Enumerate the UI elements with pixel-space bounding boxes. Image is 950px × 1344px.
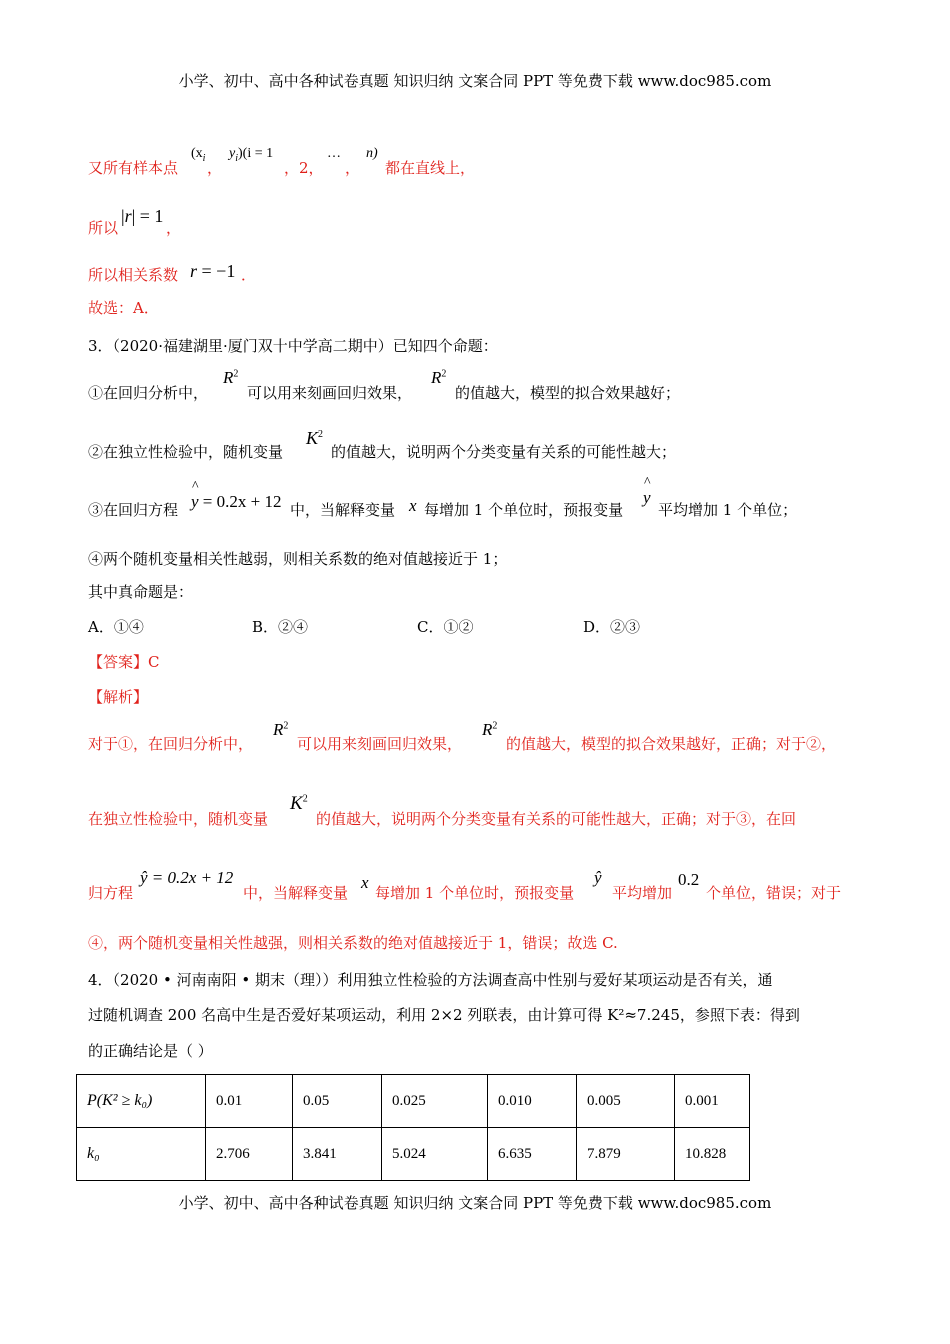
math-x: x bbox=[361, 873, 369, 892]
math-k-squared: $K^2$ bbox=[306, 428, 324, 448]
math-x: x bbox=[409, 496, 417, 515]
math-y-hat: ŷ bbox=[594, 868, 602, 887]
math-dots: … bbox=[327, 146, 341, 161]
math-regression-equation: ŷ = 0.2x + 12 bbox=[140, 868, 234, 887]
solution-text: 都在直线上， bbox=[385, 159, 476, 177]
solution-text: 又所有样本点 bbox=[88, 159, 179, 177]
option-a: A．①④ bbox=[88, 618, 144, 636]
solution-conclusion: 故选：A． bbox=[88, 299, 159, 317]
math-point-x: ($x_i$ bbox=[191, 146, 206, 164]
math-r-squared: $R^2$ bbox=[431, 368, 447, 387]
table-cell: 0.001 bbox=[675, 1075, 750, 1128]
comma: ， bbox=[166, 219, 182, 237]
table-cell: 0.010 bbox=[488, 1075, 577, 1128]
analysis-text: ④，两个随机变量相关性越强，则相关系数的绝对值越接近于 1，错误；故选 C. bbox=[88, 934, 618, 952]
analysis-text: 归方程 bbox=[88, 884, 134, 902]
comma: ， bbox=[345, 159, 361, 177]
table-row bbox=[77, 1128, 750, 1181]
text-two: ，2， bbox=[284, 159, 324, 177]
table-cell: 3.841 bbox=[293, 1128, 382, 1181]
page-footer: 小学、初中、高中各种试卷真题 知识归纳 文案合同 PPT 等免费下载 www.doc985.com bbox=[178, 1194, 772, 1212]
statement-1-text: 可以用来刻画回归效果， bbox=[247, 384, 413, 402]
math-r-squared: $R^2$ bbox=[223, 368, 239, 387]
math-r-squared: $R^2$ bbox=[273, 720, 289, 739]
critical-value-table bbox=[76, 1074, 750, 1181]
table-row-label: k₀ bbox=[77, 1128, 206, 1181]
statement-3-text: 中，当解释变量 bbox=[290, 501, 396, 519]
math-k-squared: $K^2$ bbox=[290, 793, 308, 814]
option-b: B．②④ bbox=[252, 618, 309, 636]
math-n: n) bbox=[366, 146, 378, 161]
analysis-text: 平均增加 bbox=[612, 884, 673, 902]
period: ． bbox=[241, 266, 257, 284]
statement-1: ①在回归分析中， bbox=[88, 384, 209, 402]
analysis-text: 每增加 1 个单位时，预报变量 bbox=[375, 884, 575, 902]
solution-text: 所以 bbox=[88, 219, 119, 237]
analysis-text: 在独立性检验中，随机变量 bbox=[88, 810, 269, 828]
math-abs-r: |r| = 1 bbox=[121, 206, 164, 226]
table-cell: 10.828 bbox=[675, 1128, 750, 1181]
math-point-y: $y_i)(i = 1$ bbox=[229, 146, 274, 164]
page-header: 小学、初中、高中各种试卷真题 知识归纳 文案合同 PPT 等免费下载 www.doc985.com bbox=[178, 72, 772, 90]
table-cell: 0.01 bbox=[206, 1075, 293, 1128]
statement-4: ④两个随机变量相关性越弱，则相关系数的绝对值越接近于 1； bbox=[88, 550, 508, 568]
table-row-label: P(K² ≥ k₀) bbox=[77, 1075, 206, 1128]
option-d: D．②③ bbox=[583, 618, 641, 636]
statement-1-text: 的值越大，模型的拟合效果越好； bbox=[455, 384, 681, 402]
math-regression-equation: ^ y = 0.2x + 12 bbox=[191, 492, 281, 512]
statement-3-text: 平均增加 1 个单位； bbox=[658, 501, 798, 519]
table-row bbox=[77, 1075, 750, 1128]
math-r-value: r = −1 bbox=[190, 261, 236, 281]
question-4-line-1: 4．（2020 • 河南南阳 • 期末（理））利用独立性检验的方法调查高中性别与爱好某项运动是否有关，通 bbox=[88, 971, 773, 989]
question-prompt: 其中真命题是： bbox=[88, 583, 194, 601]
table-cell: 6.635 bbox=[488, 1128, 577, 1181]
math-value: 0.2 bbox=[678, 870, 700, 889]
question-4-line-3: 的正确结论是（ ） bbox=[88, 1042, 213, 1060]
comma: ， bbox=[207, 159, 223, 177]
analysis-text: 个单位，错误；对于 bbox=[706, 884, 842, 902]
table-cell: 0.05 bbox=[293, 1075, 382, 1128]
solution-text: 所以相关系数 bbox=[88, 266, 179, 284]
table-cell: 2.706 bbox=[206, 1128, 293, 1181]
analysis-text: 对于①，在回归分析中， bbox=[88, 735, 254, 753]
table-cell: 5.024 bbox=[382, 1128, 488, 1181]
table-cell: 0.025 bbox=[382, 1075, 488, 1128]
statement-2-text: 的值越大，说明两个分类变量有关系的可能性越大； bbox=[331, 443, 677, 461]
solution-line-points bbox=[88, 158, 178, 178]
math-y-hat: ^ y bbox=[643, 488, 651, 508]
statement-2: ②在独立性检验中，随机变量 bbox=[88, 443, 284, 461]
analysis-label: 【解析】 bbox=[88, 688, 149, 706]
analysis-text: 可以用来刻画回归效果， bbox=[297, 735, 463, 753]
question-3-stem: 3．（2020·福建湖里·厦门双十中学高二期中）已知四个命题： bbox=[88, 337, 498, 355]
statement-3-text: 每增加 1 个单位时，预报变量 bbox=[424, 501, 624, 519]
analysis-text: 的值越大，说明两个分类变量有关系的可能性越大，正确；对于③，在回 bbox=[316, 810, 797, 828]
analysis-text: 的值越大，模型的拟合效果越好，正确；对于②， bbox=[506, 735, 837, 753]
answer-label: 【答案】C bbox=[88, 653, 160, 671]
statement-3: ③在回归方程 bbox=[88, 501, 179, 519]
math-r-squared: $R^2$ bbox=[482, 720, 498, 739]
table-cell: 7.879 bbox=[577, 1128, 675, 1181]
table-cell: 0.005 bbox=[577, 1075, 675, 1128]
analysis-text: 中，当解释变量 bbox=[243, 884, 349, 902]
question-4-line-2: 过随机调查 200 名高中生是否爱好某项运动，利用 2×2 列联表，由计算可得 K²≈7.245，参照下表：得到 bbox=[88, 1006, 800, 1024]
option-c: C．①② bbox=[417, 618, 474, 636]
